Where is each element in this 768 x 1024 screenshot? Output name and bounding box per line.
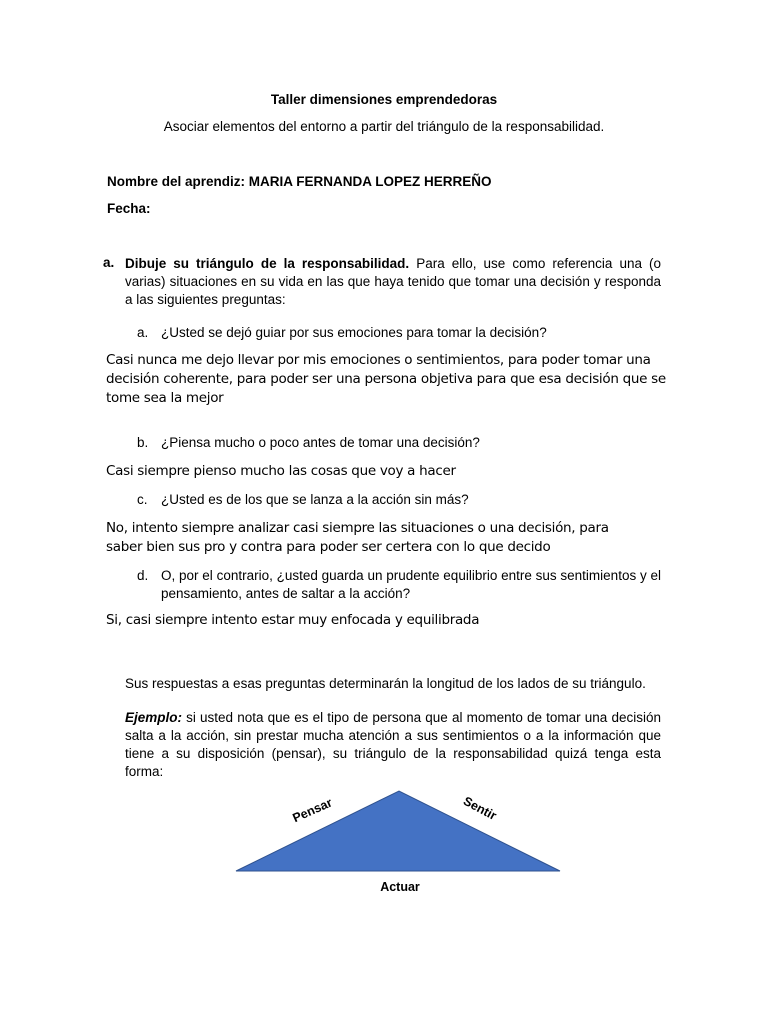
triangle-label-pensar: Pensar bbox=[290, 795, 335, 826]
document-subtitle: Asociar elementos del entorno a partir del triángulo de la responsabilidad. bbox=[163, 119, 605, 134]
name-value: MARIA FERNANDA LOPEZ HERREÑO bbox=[248, 174, 492, 189]
question-letter: b. bbox=[137, 435, 149, 450]
question-letter: c. bbox=[137, 492, 148, 507]
answer-a: Casi nunca me dejo llevar por mis emociones o sentimientos, para poder tomar una decisión coherente, para poder ser una persona objetiva para que esa decisión que se tome sea la mejor bbox=[106, 352, 666, 406]
example-text: si usted nota que es el tipo de persona que al momento de tomar una decisión salta a la acción, sin prestar mucha atención a sus sentimientos o a la información que tiene a su disposición (pensar), su triángulo de la responsabilidad quizá tenga esta forma: bbox=[125, 710, 661, 779]
triangle-label-actuar: Actuar bbox=[380, 880, 420, 894]
section-a-intro: Para ello, use como referencia una (o varias) situaciones en su vida en las que haya tenido que tomar una decisión y responda a las siguientes preguntas: bbox=[125, 256, 661, 307]
triangle-label-sentir: Sentir bbox=[460, 793, 499, 823]
question-text: ¿Piensa mucho o poco antes de tomar una decisión? bbox=[161, 435, 480, 450]
question-text: ¿Usted se dejó guiar por sus emociones para tomar la decisión? bbox=[161, 325, 547, 340]
answer-c: No, intento siempre analizar casi siempre las situaciones o una decisión, para saber bien sus pro y contra para poder ser certera con lo que decido bbox=[106, 520, 609, 555]
date-label: Fecha: bbox=[107, 201, 151, 216]
name-label: Nombre del aprendiz: bbox=[107, 174, 246, 189]
conclusion-text: Sus respuestas a esas preguntas determinarán la longitud de los lados de su triángulo. bbox=[125, 676, 646, 691]
responsibility-triangle bbox=[236, 791, 560, 871]
question-letter: d. bbox=[137, 568, 149, 583]
answer-d: Si, casi siempre intento estar muy enfocada y equilibrada bbox=[106, 612, 480, 628]
example-label: Ejemplo: bbox=[125, 710, 183, 725]
section-a-marker: a. bbox=[103, 255, 115, 270]
document-title: Taller dimensiones emprendedoras bbox=[270, 92, 498, 107]
answer-b: Casi siempre pienso mucho las cosas que voy a hacer bbox=[106, 463, 456, 479]
question-text: O, por el contrario, ¿usted guarda un prudente equilibrio entre sus sentimientos y el pensamiento, antes de saltar a la acción? bbox=[161, 568, 661, 601]
question-text: ¿Usted es de los que se lanza a la acción sin más? bbox=[161, 492, 469, 507]
section-a-heading: Dibuje su triángulo de la responsabilidad. bbox=[125, 256, 410, 271]
question-letter: a. bbox=[137, 325, 149, 340]
